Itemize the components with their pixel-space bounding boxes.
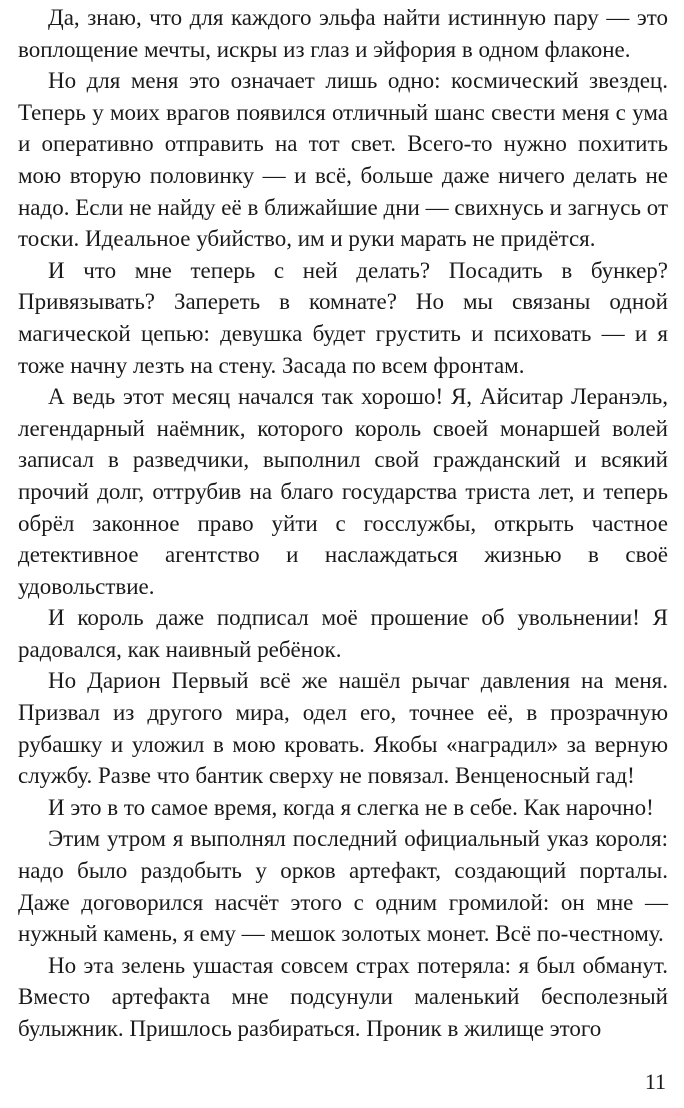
paragraph: Но эта зелень ушастая совсем страх потеряла: я был обманут. Вместо артефакта мне подсунули маленький бесполезный булыжник. Пришлось разбираться. Проник в жилище этого: [18, 952, 668, 1041]
paragraph: И что мне теперь с ней делать? Посадить в бункер? Привязывать? Запереть в комнате? Но мы связаны одной магической цепью: девушка будет грустить и психовать — и я тоже начну лезть на стену. Засада по всем фронтам.: [18, 257, 668, 378]
paragraph: И король даже подписал моё прошение об увольнении! Я радовался, как наивный ребёнок.: [18, 605, 668, 662]
paragraph: А ведь этот месяц начался так хорошо! Я, Айситар Леранэль, легендарный наёмник, которого король своей монаршей волей записал в разведчики, выполнил свой гражданский и всякий прочий долг, оттрубив на благо государства триста лет, и теперь обрёл законное право уйти с госслужбы, открыть частное детективное агентство и наслаждаться жизнью в своё удовольствие.: [18, 384, 668, 599]
paragraph: И это в то самое время, когда я слегка не в себе. Как нарочно!: [48, 794, 654, 820]
paragraph: Да, знаю, что для каждого эльфа найти истинную пару — это воплощение мечты, искры из глаз и эйфория в одном флаконе.: [18, 5, 668, 62]
paragraph: Этим утром я выполнял последний официальный указ короля: надо было раздобыть у орков артефакт, создающий порталы. Даже договорился насчёт этого с одним громилой: он мне — нужный камень, я ему — мешок золотых монет. Всё по-честному.: [18, 826, 668, 947]
paragraph: Но Дарион Первый всё же нашёл рычаг давления на меня. Призвал из другого мира, одел его, точнее её, в прозрачную рубашку и уложил в мою кровать. Якобы «наградил» за верную службу. Разве что бантик сверху не повязал. Венценосный гад!: [18, 668, 668, 789]
page-number: 11: [644, 1069, 666, 1094]
book-page: [18, 0, 668, 1108]
body-text: [18, 2, 668, 1045]
paragraph: Но для меня это означает лишь одно: космический звездец. Теперь у моих врагов появился отличный шанс свести меня с ума и оперативно отправить на тот свет. Всего-то нужно похитить мою вторую половинку — и всё, больше даже ничего делать не надо. Если не найду её в ближайшие дни — свихнусь и загнусь от тоски. Идеальное убийство, им и руки марать не придётся.: [18, 68, 668, 252]
